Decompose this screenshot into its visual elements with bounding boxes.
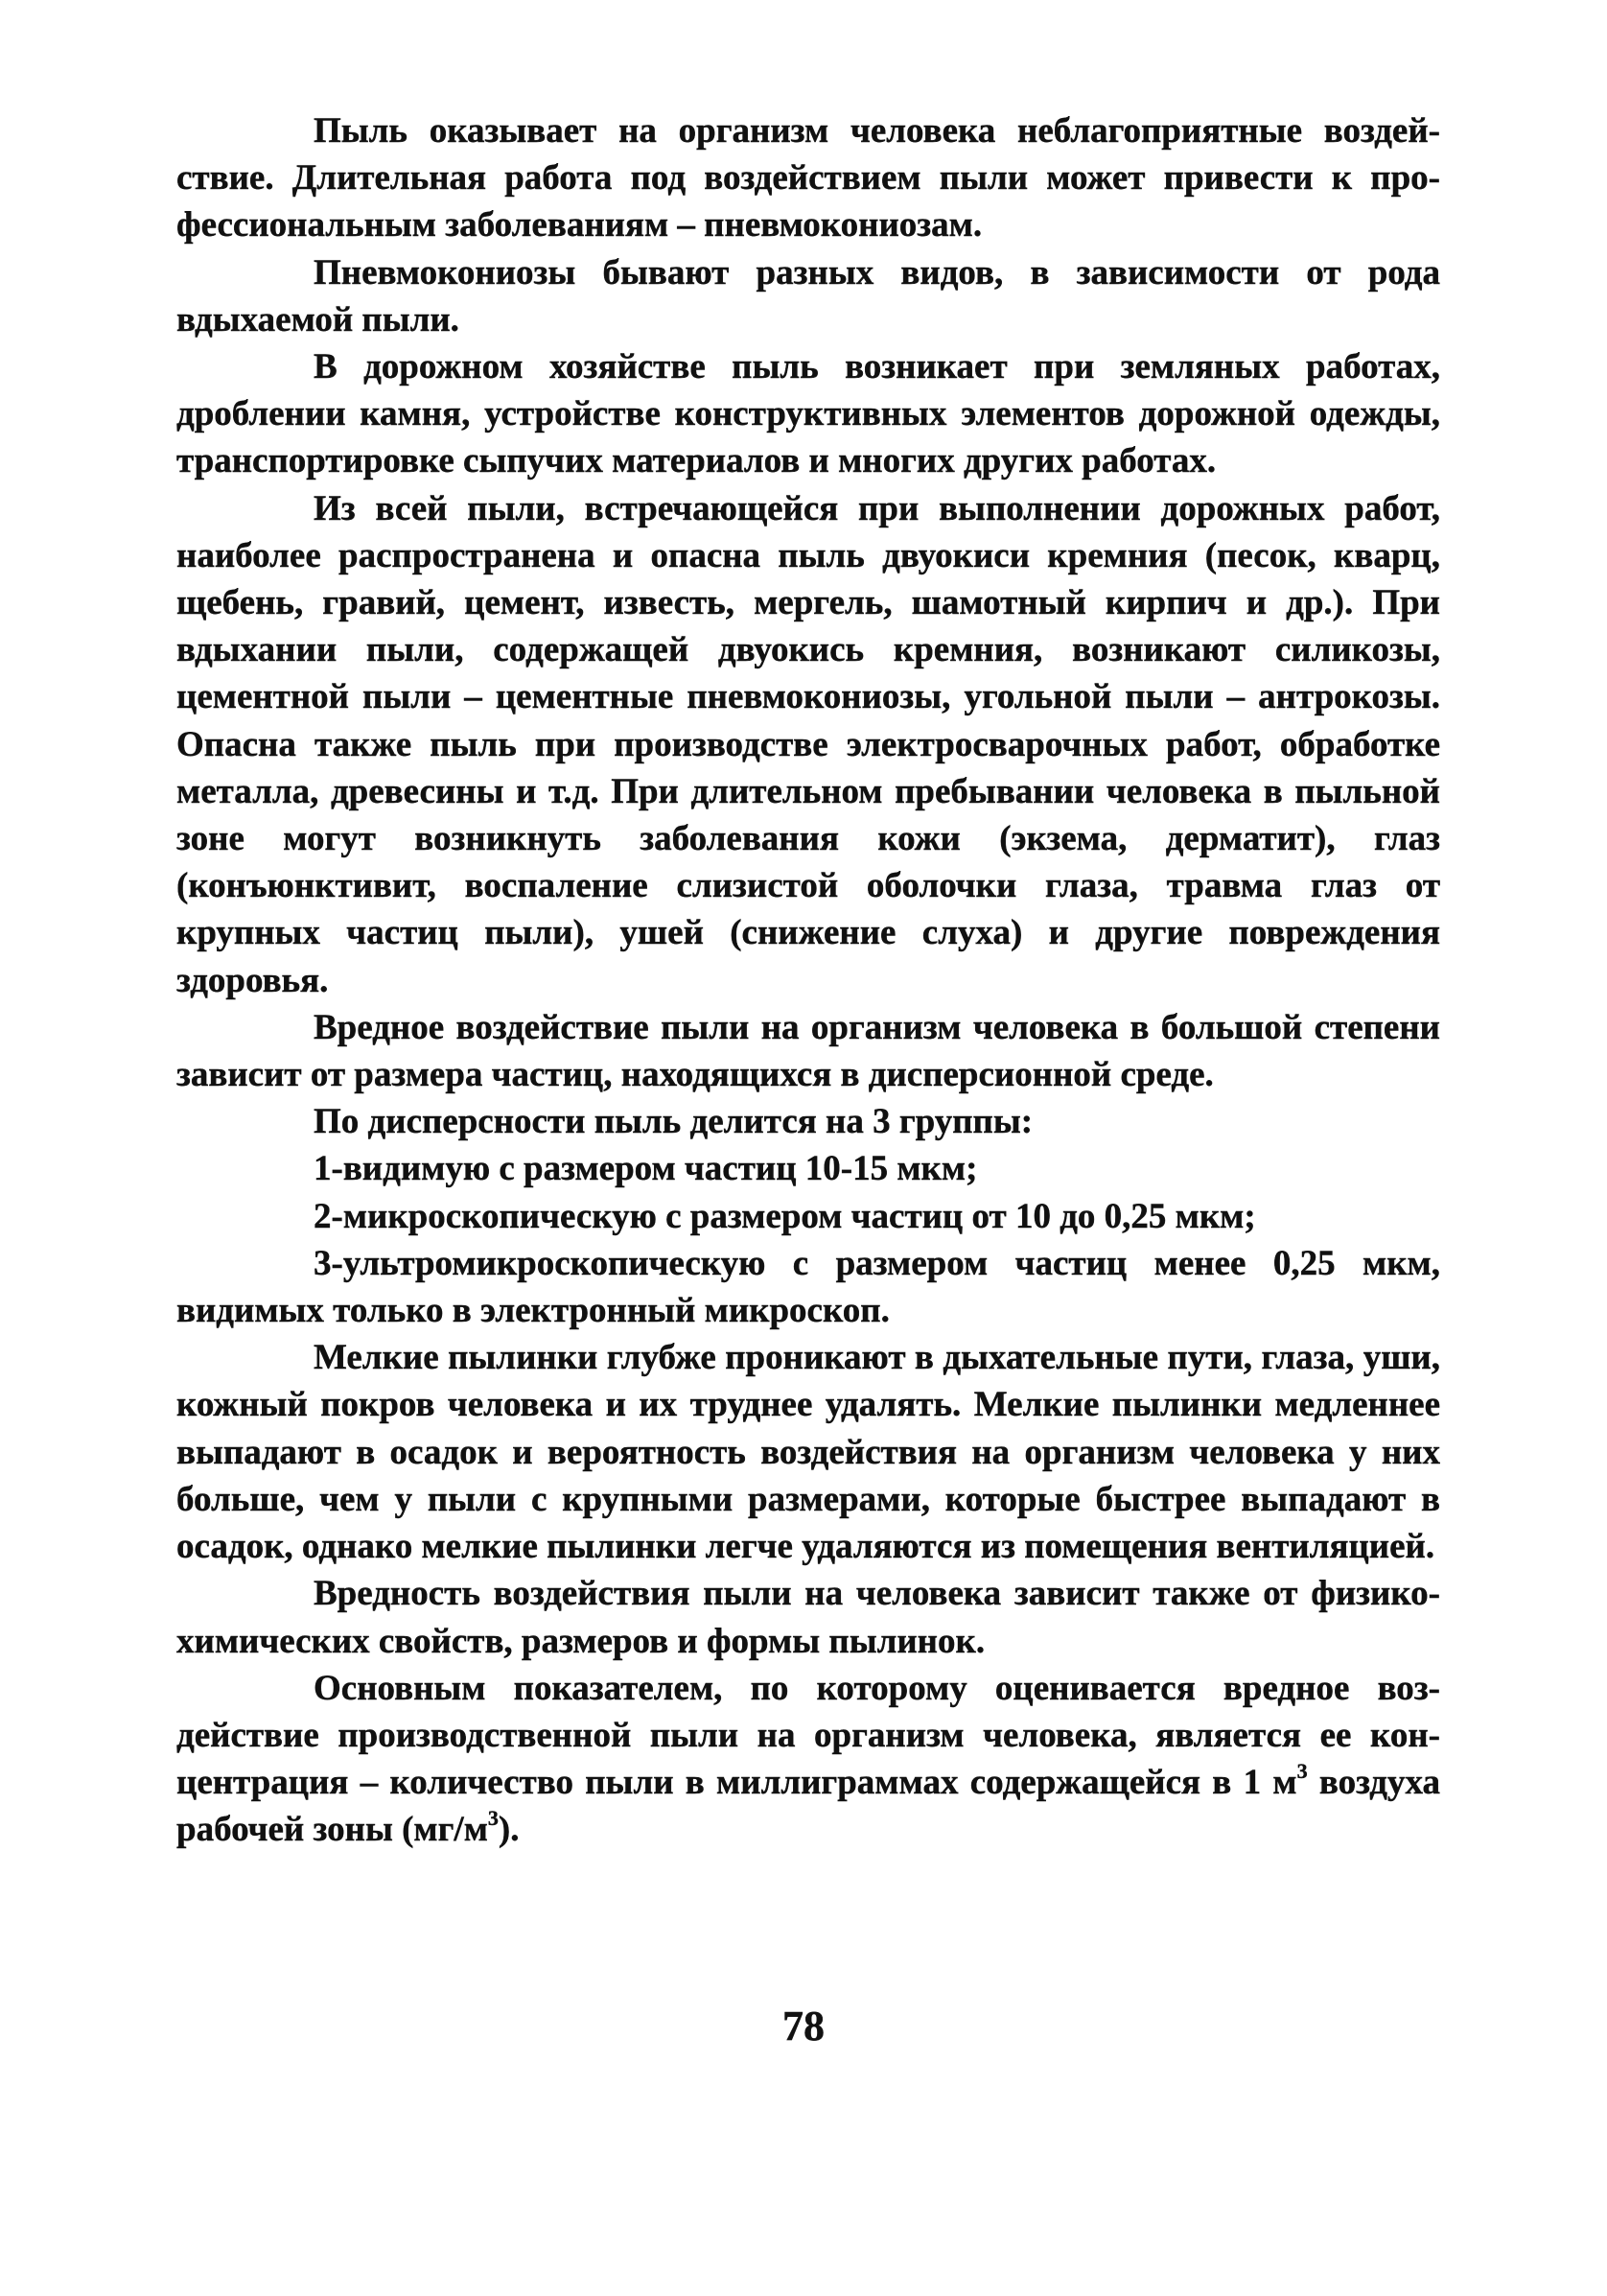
paragraph-dust-effects: Пыль оказывает на организм человека неблагоприятные воздействие. Длительная работа под воздействием пыли может привести к профессиональным заболеваниям – пневмокониозам. [176, 111, 1440, 246]
paragraph-harmfulness-factors: Вредность воздействия пыли на человека зависит также от физико-химических свойств, размеров и формы пылинок. [176, 1574, 1440, 1661]
page-number: 78 [782, 2003, 825, 2050]
paragraph-pneumoconiosis-types: Пневмокониозы бывают разных видов, в зависимости от рода вдыхаемой пыли. [176, 252, 1440, 340]
groups-intro: По дисперсности пыль делится на 3 группы: [314, 1102, 1034, 1142]
group-item-microscopic: 2-микроскопическую с размером частиц от 10 до 0,25 мкм; [314, 1196, 1256, 1236]
paragraph-fine-particles: Мелкие пылинки глубже проникают в дыхательные пути, глаза, уши, кожный покров человека и их труднее удалять. Мелкие пылинки медленнее выпадают в осадок и вероятность воздействия на организм человека у них больше, чем у пыли с крупными размерами, которые быстрее выпадают в осадок, однако мелкие пылинки легче удаляются из помещения вентиляцией. [176, 1338, 1440, 1567]
body-text [176, 107, 1440, 1854]
cubic-superscript: 3 [1296, 1759, 1308, 1784]
paragraph-concentration [176, 1665, 1440, 1854]
concentration-text-part2: воздуха рабочей зоны (мг/м [176, 1763, 1440, 1850]
group-item-visible: 1-видимую с размером частиц 10-15 мкм; [314, 1149, 978, 1189]
concentration-text-part1: Основным показателем, по которому оценивается вредное воздействие производственной пыли на организм человека, является ее концентрация – количество пыли в миллиграммах содержащейся в 1 м [176, 1668, 1440, 1803]
paragraph-silica-dust: Из всей пыли, встречающейся при выполнении дорожных работ, наиболее распространена и опасна пыль двуокиси кремния (песок, кварц, щебень, гравий, цемент, известь, мергель, шамотный кирпич и др.). При вдыхании пыли, содержащей двуокись кремния, возникают силикозы, цементной пыли – цементные пневмокониозы, угольной пыли – антрокозы. Опасна также пыль при производстве электросварочных работ, обработке металла, древесины и т.д. При длительном пребывании человека в пыльной зоне могут возникнуть заболевания кожи (экзема, дерматит), глаз (конъюнктивит, воспаление слизистой оболочки глаза, травма глаз от крупных частиц пыли), ушей (снижение слуха) и другие повреждения здоровья. [176, 488, 1440, 1000]
paragraph-road-dust-sources: В дорожном хозяйстве пыль возникает при земляных работах, дроблении камня, устройстве конструктивных элементов дорожной одежды, транспортировке сыпучих материалов и многих других работах. [176, 347, 1440, 481]
paragraph-particle-size: Вредное воздействие пыли на организм человека в большой степени зависит от размера частиц, находящихся в дисперсионной среде. [176, 1007, 1440, 1095]
group-item-ultramicroscopic: 3-ультромикроскопическую с размером частиц менее 0,25 мкм, видимых только в электронный микроскоп. [176, 1243, 1440, 1331]
cubic-superscript-unit: 3 [487, 1806, 499, 1831]
concentration-text-part3: ). [498, 1810, 520, 1850]
